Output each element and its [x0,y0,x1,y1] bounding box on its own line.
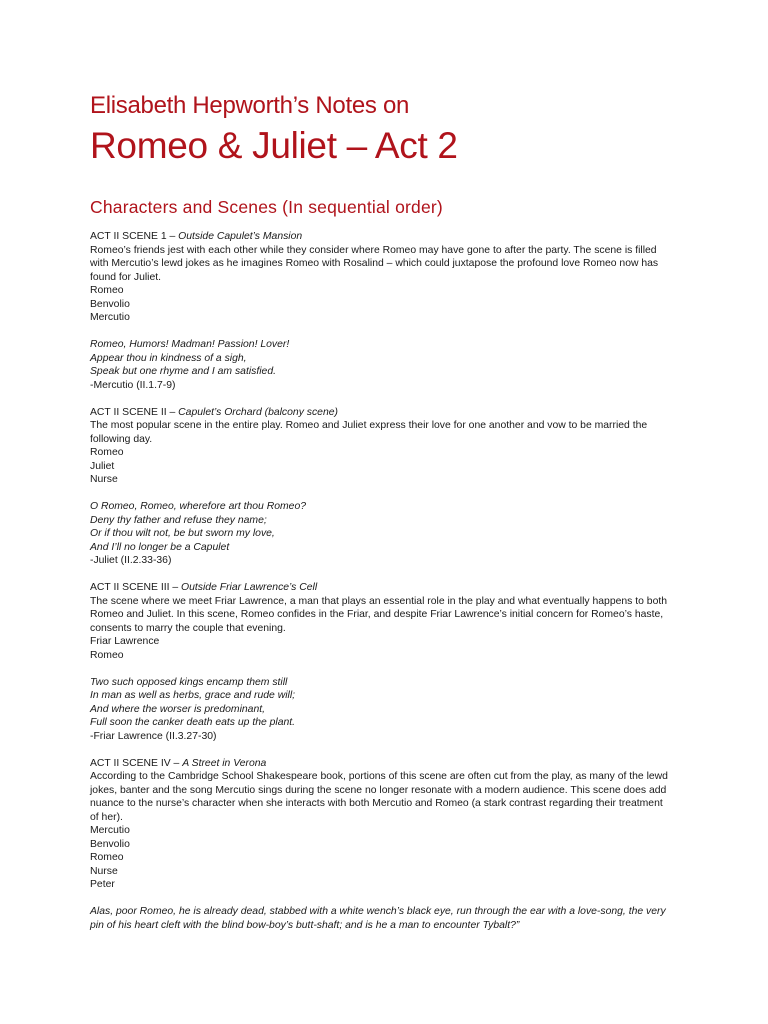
quote-citation: -Juliet (II.2.33-36) [90,555,172,566]
scene-label: ACT II SCENE IV – [90,757,180,769]
quote-line: And where the worser is predominant, [90,703,265,715]
quote-line: O Romeo, Romeo, wherefore art thou Romeo? [90,501,306,512]
quote-line: Speak but one rhyme and I am satisfied. [90,366,276,377]
character-name: Peter [90,879,115,890]
character-name: Nurse [90,865,118,877]
character-name: Romeo [90,285,124,296]
quote-citation: -Mercutio (II.1.7-9) [90,379,176,391]
scene-description: According to the Cambridge School Shakespeare book, portions of this scene are often cut from the play, as many of the lewd jokes, banter and the song Mercutio sings during the scene no longer resonate with a modern audience. This scene does add nuance to the nurse’s character when she interacts with both Mercutio and Romeo (a stark contrast regarding their treatment of her). [90,771,668,823]
quote-line: Deny thy father and refuse they name; [90,514,267,526]
scene-heading [90,581,670,595]
character-name: Romeo [90,447,124,458]
scene-location: Capulet’s Orchard (balcony scene) [178,406,338,418]
scene-location: Outside Capulet’s Mansion [178,231,303,242]
scene-block [90,581,670,743]
scene-heading [90,406,670,420]
scene-block [90,406,670,568]
character-name: Benvolio [90,838,130,850]
quote-line: And I’ll no longer be a Capulet [90,541,230,553]
scene-description: Romeo’s friends jest with each other while they consider where Romeo may have gone to after the party. The scene is filled with Mercutio’s lewd jokes as he imagines Romeo with Rosalind – which could juxtapose the profound love Romeo now has found for Juliet. [90,244,659,283]
character-name: Mercutio [90,312,130,323]
scene-description: The most popular scene in the entire play. Romeo and Juliet express their love for one another and vow to be married the following day. [90,420,648,445]
document-content [90,92,670,946]
document-title: Romeo & Juliet – Act 2 [90,125,458,166]
quote-citation: -Friar Lawrence (II.3.27-30) [90,730,217,742]
scene-list [90,230,670,932]
quote-line: Alas, poor Romeo, he is already dead, stabbed with a white wench’s black eye, run through the ear with a love-song, the very pin of his heart cleft with the blind bow-boy’s butt-shaft; and is he a man to encounter Tybalt?” [90,906,666,931]
quote-line: Full soon the canker death eats up the plant. [90,717,296,728]
section-title: Characters and Scenes (In sequential order) [90,197,443,217]
scene-quote [90,500,670,568]
scene-block [90,230,670,392]
quote-line: Appear thou in kindness of a sigh, [90,352,247,364]
quote-line: Or if thou wilt not, be but sworn my love, [90,528,275,539]
scene-location: A Street in Verona [182,757,267,769]
character-name: Juliet [90,460,115,472]
character-name: Friar Lawrence [90,636,160,647]
scene-quote [90,338,670,392]
scene-label: ACT II SCENE III – [90,582,179,593]
author-line: Elisabeth Hepworth’s Notes on [90,92,410,119]
quote-line: Two such opposed kings encamp them still [90,676,288,688]
character-name: Mercutio [90,825,130,836]
quote-line: Romeo, Humors! Madman! Passion! Lover! [90,339,290,350]
scene-heading [90,230,670,244]
quote-line: In man as well as herbs, grace and rude will; [90,690,296,701]
scene-label: ACT II SCENE II – [90,406,176,418]
character-name: Nurse [90,474,118,485]
character-name: Romeo [90,649,124,661]
character-name: Benvolio [90,298,130,310]
scene-label: ACT II SCENE 1 – [90,231,176,242]
scene-quote [90,905,670,932]
scene-heading [90,757,670,771]
scene-description: The scene where we meet Friar Lawrence, a man that plays an essential role in the play and what eventually happens to both Romeo and Juliet. In this scene, Romeo confides in the Friar, and despite Friar Lawrence’s initial concern for Romeo’s haste, consents to marry the couple that evening. [90,595,668,634]
scene-block [90,757,670,933]
scene-quote [90,676,670,744]
scene-location: Outside Friar Lawrence’s Cell [181,582,318,593]
character-name: Romeo [90,852,124,863]
